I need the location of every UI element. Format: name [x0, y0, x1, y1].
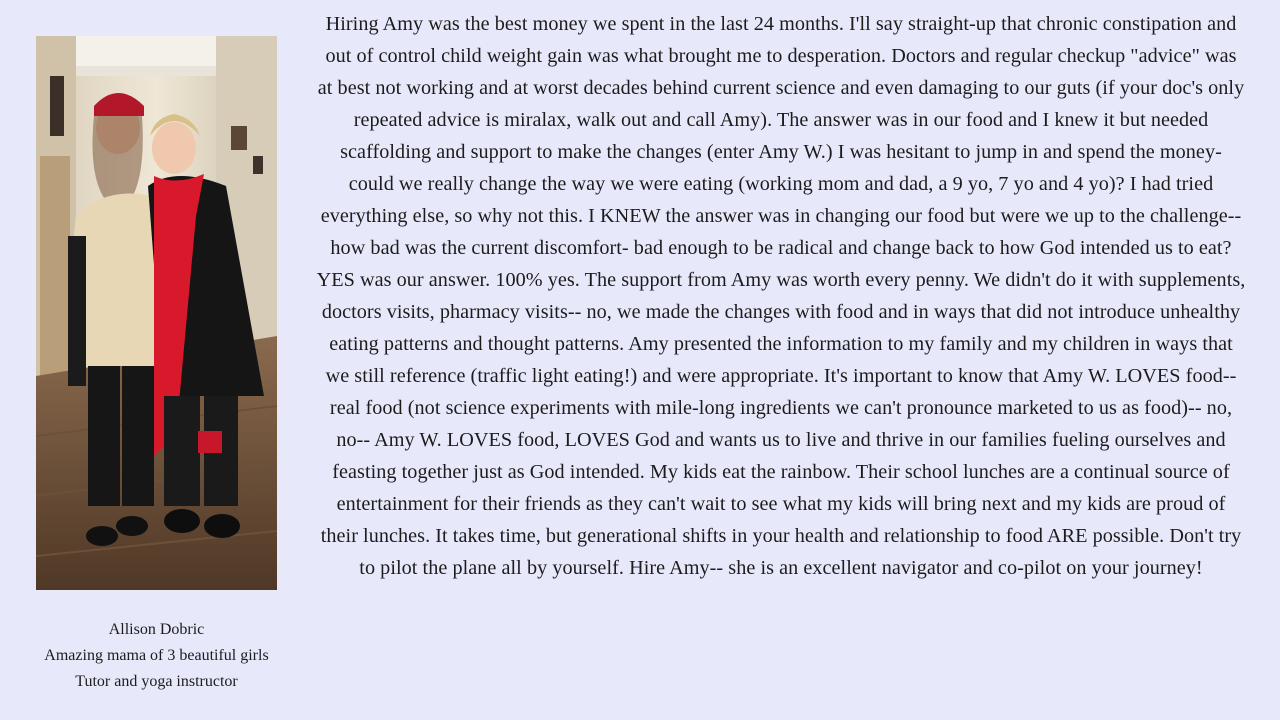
author-name: Allison Dobric [108, 621, 205, 638]
testimonial-photo [36, 36, 277, 590]
photo-of-two-women-icon [36, 36, 277, 590]
author-occupation: Tutor and yoga instructor [75, 673, 238, 690]
testimonial-quote [316, 8, 1246, 584]
testimonial-attribution [0, 617, 313, 695]
testimonial-text: Hiring Amy was the best money we spent in the last 24 months. I'll say straight-up that chronic constipation and out of control child weight gain was what brought me to desperation. Doctors and regular checkup "advice" was at best not working and at worst decades behind current science and even damaging to our guts (if your doc's only repeated advice is miralax, walk out and call Amy). The answer was in our food and I knew it but needed scaffolding and support to make the changes (enter Amy W.) I was hesitant to jump in and spend the money- could we really change the way we were eating (working mom and dad, a 9 yo, 7 yo and 4 yo)? I had tried everything else, so why not this. I KNEW the answer was in changing our food but were we up to the challenge-- how bad was the current discomfort- bad enough to be radical and change back to how God intended us to eat? YES was our answer. 100% yes. The support from Amy was worth every penny. We didn't do it with supplements, doctors visits, pharmacy visits-- no, we made the changes with food and in ways that did not introduce unhealthy eating patterns and thought patterns. Amy presented the information to my family and my children in ways that we still reference (traffic light eating!) and were appropriate. It's important to know that Amy W. LOVES food-- real food (not science experiments with mile-long ingredients we can't pronounce marketed to us as food)-- no, no-- Amy W. LOVES food, LOVES God and wants us to live and thrive in our families fueling ourselves and feasting together just as God intended. My kids eat the rainbow. Their school lunches are a continual source of entertainment for their friends as they can't wait to see what my kids will bring next and my kids are proud of their lunches. It takes time, but generational shifts in your health and relationship to food ARE possible. Don't try to pilot the plane all by yourself. Hire Amy-- she is an excellent navigator and co-pilot on your journey! [316, 13, 1246, 579]
author-description: Amazing mama of 3 beautiful girls [44, 647, 269, 664]
